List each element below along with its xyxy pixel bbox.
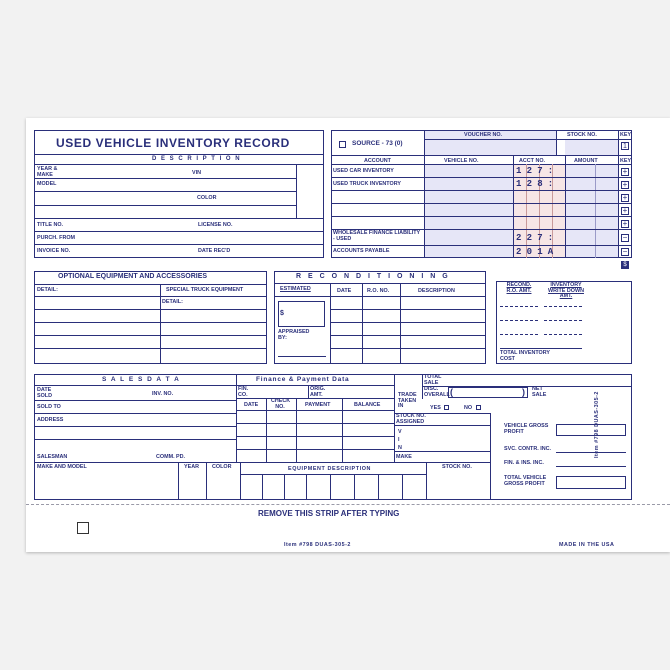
payment-label: PAYMENT <box>305 402 331 408</box>
source-label: SOURCE - 73 (0) <box>352 140 403 147</box>
close-paren: ) <box>522 387 525 397</box>
estimated-dollar: $ <box>280 310 284 317</box>
description-header: DESCRIPTION <box>418 288 455 294</box>
optional-equipment-heading: OPTIONAL EQUIPMENT AND ACCESSORIES <box>58 273 208 280</box>
key-one-mark: 1 <box>621 142 629 150</box>
disc-overall-label: DISC. OVERALL <box>424 386 450 398</box>
total-inventory-cost-label: TOTAL INVENTORY COST <box>500 350 550 362</box>
plus-icon: + <box>622 193 628 202</box>
vehicle-gross-profit-field[interactable] <box>556 424 626 436</box>
side-item-number: Item #798 DUAS-305-2 <box>594 391 600 458</box>
minus-icon: − <box>622 247 628 256</box>
svc-contr-label: SVC. CONTR. INC. <box>504 446 552 452</box>
vin-letter-n: N <box>398 445 402 451</box>
remove-strip-label: REMOVE THIS STRIP AFTER TYPING <box>258 509 400 518</box>
stock-assigned-label: STOCK NO. ASSIGNED <box>396 413 426 425</box>
recond-ro-amt-label: RECOND. R.O. AMT. <box>506 282 532 294</box>
estimated-header: ESTIMATED <box>280 286 311 292</box>
yes-label: YES <box>430 405 441 411</box>
acct-code-128: 128: <box>516 179 559 189</box>
trade-taken-in-label: TRADE TAKEN IN <box>398 392 417 409</box>
detail-label: DETAIL: <box>37 287 58 293</box>
make-model-label: MAKE AND MODEL <box>37 464 87 470</box>
balance-label: BALANCE <box>354 402 381 408</box>
make-label: MAKE <box>396 454 412 460</box>
salesman-label: SALESMAN <box>37 454 68 460</box>
inventory-form <box>34 128 632 498</box>
stock-no-label: STOCK NO. <box>567 132 597 138</box>
dollar-icon: $ <box>621 261 629 269</box>
date-sold-label: DATE SOLD <box>37 387 52 399</box>
account-header: ACCOUNT <box>364 158 391 164</box>
year-label: YEAR <box>184 464 199 470</box>
finance-heading: Finance & Payment Data <box>256 376 350 383</box>
acct-no-header: ACCT NO. <box>519 158 546 164</box>
license-no-label: LICENSE NO. <box>198 222 233 228</box>
vehicle-no-header: VEHICLE NO. <box>444 158 479 164</box>
net-sale-label: NET SALE <box>532 386 547 398</box>
no-label: NO <box>464 405 473 411</box>
inventory-write-down-label: INVENTORY WRITE DOWN AMT. <box>548 282 584 299</box>
inv-no-label: INV. NO. <box>152 391 174 397</box>
vin-letter-i: I <box>398 437 400 443</box>
minus-icon: − <box>622 233 628 242</box>
trade-no-checkbox[interactable] <box>476 405 481 410</box>
used-car-row: USED CAR INVENTORY <box>333 168 394 174</box>
made-in-usa: MADE IN THE USA <box>559 542 615 548</box>
date-recd-label: DATE REC'D <box>198 248 231 254</box>
ro-no-header: R.O. NO. <box>367 288 390 294</box>
plus-icon: + <box>622 180 628 189</box>
title-no-label: TITLE NO. <box>37 222 64 228</box>
fin-co-label: FIN. CO. <box>238 386 249 398</box>
voucher-no-label: VOUCHER NO. <box>464 132 503 138</box>
source-checkbox[interactable] <box>339 141 346 148</box>
wholesale-finance-row: WHOLESALE FINANCE LIABILITY - USED <box>333 230 421 242</box>
total-sale-label: TOTAL SALE <box>424 374 442 386</box>
open-paren: ( <box>450 387 453 397</box>
key-label: KEY <box>620 132 632 138</box>
year-make-label: YEAR & MAKE <box>37 166 58 178</box>
total-gross-profit-field[interactable] <box>556 476 626 489</box>
date-header: DATE <box>337 288 352 294</box>
acct-code-201a: 201A <box>516 247 559 257</box>
acct-code-127: 127: <box>516 166 559 176</box>
acct-code-227: 227: <box>516 233 559 243</box>
check-no-label: CHECK NO. <box>271 398 291 410</box>
color-label: COLOR <box>197 195 217 201</box>
description-heading: D E S C R I P T I O N <box>152 156 242 162</box>
invoice-no-label: INVOICE NO. <box>37 248 71 254</box>
orig-amt-label: ORIG. AMT. <box>310 386 326 398</box>
amount-header: AMOUNT <box>574 158 598 164</box>
equipment-description-label: EQUIPMENT DESCRIPTION <box>288 466 371 472</box>
form-title: USED VEHICLE INVENTORY RECORD <box>56 136 290 150</box>
vin-letter-v: V <box>398 429 402 435</box>
reconditioning-heading: R E C O N D I T I O N I N G <box>296 273 451 280</box>
plus-icon: + <box>622 206 628 215</box>
key-header: KEY <box>620 158 632 164</box>
form-sheet <box>26 118 670 552</box>
sold-to-label: SOLD TO <box>37 404 61 410</box>
appraised-by-label: APPRAISED BY: <box>278 329 310 341</box>
color-label-2: COLOR <box>212 464 232 470</box>
trade-yes-checkbox[interactable] <box>444 405 449 410</box>
vehicle-gross-profit-label: VEHICLE GROSS PROFIT <box>504 423 549 435</box>
accounts-payable-row: ACCOUNTS PAYABLE <box>333 248 390 254</box>
purch-from-label: PURCH. FROM <box>37 235 76 241</box>
estimated-amount-field[interactable] <box>278 301 325 327</box>
plus-icon: + <box>622 219 628 228</box>
footer-item-number: Item #798 DUAS-305-2 <box>284 542 351 548</box>
stock-no-label-2: STOCK NO. <box>442 464 472 470</box>
tear-line <box>26 504 670 505</box>
plus-icon: + <box>622 167 628 176</box>
comm-pd-label: COMM. PD. <box>156 454 186 460</box>
fin-ins-label: FIN. & INS. INC. <box>504 460 544 466</box>
special-truck-label: SPECIAL TRUCK EQUIPMENT <box>166 287 244 293</box>
address-label: ADDRESS <box>37 417 64 423</box>
used-truck-row: USED TRUCK INVENTORY <box>333 181 401 187</box>
alignment-box <box>77 522 89 534</box>
detail-label-2: DETAIL: <box>162 299 183 305</box>
total-gross-profit-label: TOTAL VEHICLE GROSS PROFIT <box>504 475 547 487</box>
discount-field[interactable] <box>448 387 528 398</box>
sales-data-heading: S A L E S D A T A <box>102 376 181 383</box>
model-label: MODEL <box>37 181 57 187</box>
vin-label: VIN <box>192 170 201 176</box>
finance-date-label: DATE <box>244 402 259 408</box>
